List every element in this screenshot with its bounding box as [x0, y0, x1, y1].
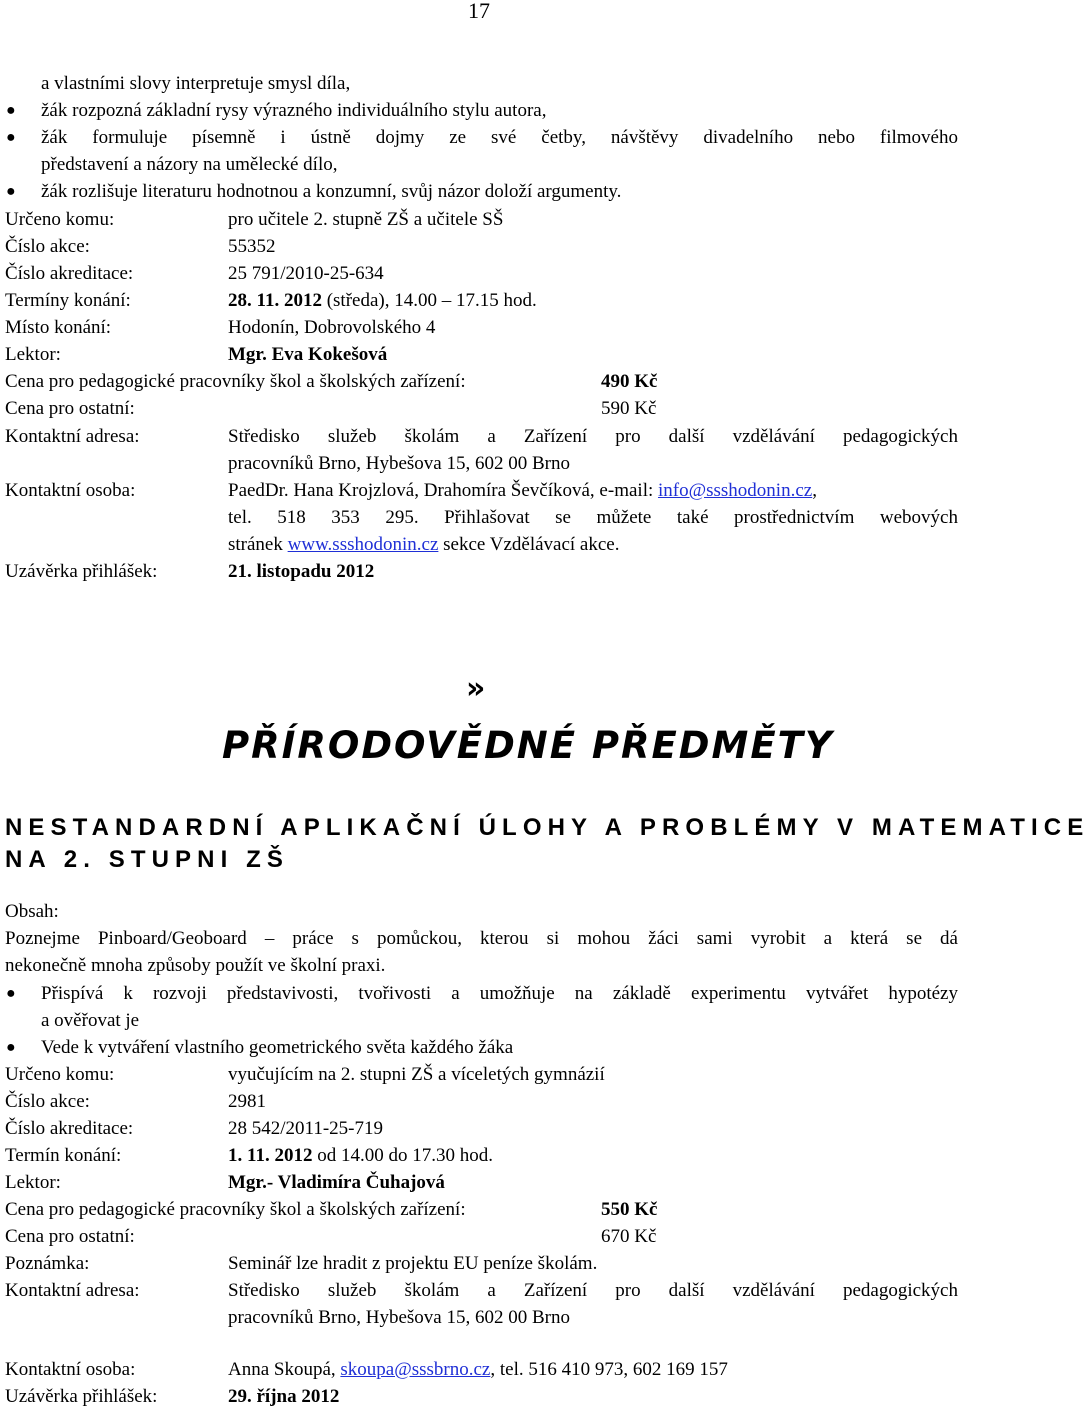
label-akreditace: Číslo akreditace:: [5, 1118, 134, 1139]
label-cena-ped: Cena pro pedagogické pracovníky škol a školských zařízení:: [5, 371, 466, 392]
label-cena-ost: Cena pro ostatní:: [5, 1226, 135, 1247]
list-item: žák formuluje písemně i ústně dojmy ze své četby, návštěvy divadelního nebo filmového: [41, 127, 958, 148]
value-osoba-2: tel. 518 353 295. Přihlašovat se můžete také prostřednictvím webových: [228, 507, 958, 528]
label-osoba: Kontaktní osoba:: [5, 480, 136, 501]
label-obsah: Obsah:: [5, 901, 59, 922]
list-item: Přispívá k rozvoji představivosti, tvořivosti a umožňuje na základě experimentu vytvářet hypotézy: [41, 983, 958, 1004]
value-misto: Hodonín, Dobrovolského 4: [228, 317, 436, 338]
value-cislo-akce: 2981: [228, 1091, 266, 1112]
label-adresa: Kontaktní adresa:: [5, 426, 140, 447]
bullet-icon: ●: [6, 183, 16, 200]
osoba-text: PaedDr. Hana Krojzlová, Drahomíra Ševčíková, e-mail:: [228, 480, 658, 501]
value-osoba-3: [228, 534, 619, 556]
osoba-text: Anna Skoupá,: [228, 1359, 341, 1380]
value-cena-ped: [601, 371, 657, 393]
value-cena-ost: 670 Kč: [601, 1226, 657, 1247]
label-misto: Místo konání:: [5, 317, 112, 338]
value-uzaverka: [228, 561, 374, 583]
label-lektor: Lektor:: [5, 344, 61, 365]
time-text: (středa), 14.00 – 17.15 hod.: [321, 290, 537, 311]
value-termin: [228, 1145, 493, 1167]
value-cena-ped: [601, 1199, 657, 1221]
bullet-icon: ●: [6, 985, 16, 1002]
label-osoba: Kontaktní osoba:: [5, 1359, 136, 1380]
deadline-bold: 29. října 2012: [228, 1386, 340, 1407]
osoba-text: stránek: [228, 534, 288, 555]
email-link[interactable]: skoupa@sssbrno.cz: [340, 1359, 491, 1380]
label-lektor: Lektor:: [5, 1172, 61, 1193]
obsah-text-1: Poznejme Pinboard/Geoboard – práce s pomůckou, kterou si mohou žáci sami vyrobit a která se dá: [5, 928, 958, 949]
value-adresa-2: pracovníků Brno, Hybešova 15, 602 00 Brno: [228, 453, 570, 474]
list-item-continuation: a ověřovat je: [41, 1010, 140, 1031]
date-bold: 1. 11. 2012: [228, 1145, 313, 1166]
punct: ,: [812, 480, 817, 501]
label-akreditace: Číslo akreditace:: [5, 263, 134, 284]
value-cena-ost: 590 Kč: [601, 398, 657, 419]
course-title-line2: NA 2. STUPNI ZŠ: [5, 846, 289, 873]
value-adresa-1: Středisko služeb školám a Zařízení pro další vzdělávání pedagogických: [228, 426, 958, 447]
value-akreditace: 25 791/2010-25-634: [228, 263, 384, 284]
double-arrow-icon: »: [466, 671, 486, 706]
intro-line: a vlastními slovy interpretuje smysl díla,: [41, 73, 351, 94]
value-poznamka: Seminář lze hradit z projektu EU peníze školám.: [228, 1253, 598, 1274]
value-cislo-akce: 55352: [228, 236, 276, 257]
value-lektor: [228, 1172, 445, 1194]
value-terminy: [228, 290, 537, 312]
price-bold: 490 Kč: [601, 371, 658, 392]
value-adresa-1: Středisko služeb školám a Zařízení pro další vzdělávání pedagogických: [228, 1280, 958, 1301]
label-cislo-akce: Číslo akce:: [5, 236, 90, 257]
list-item: Vede k vytváření vlastního geometrického světa každého žáka: [41, 1037, 514, 1058]
label-termin: Termín konání:: [5, 1145, 122, 1166]
value-uzaverka: [228, 1386, 339, 1408]
bullet-icon: ●: [6, 102, 16, 119]
email-link[interactable]: info@ssshodonin.cz: [658, 480, 813, 501]
value-akreditace: 28 542/2011-25-719: [228, 1118, 383, 1139]
page-number: 17: [468, 0, 490, 23]
date-bold: 28. 11. 2012: [228, 290, 322, 311]
label-poznamka: Poznámka:: [5, 1253, 90, 1274]
label-cislo-akce: Číslo akce:: [5, 1091, 90, 1112]
lektor-name: Mgr.- Vladimíra Čuhajová: [228, 1172, 445, 1193]
value-lektor: [228, 344, 387, 366]
bullet-icon: ●: [6, 1039, 16, 1056]
list-item: žák rozpozná základní rysy výrazného individuálního stylu autora,: [41, 100, 547, 121]
label-terminy: Termíny konání:: [5, 290, 131, 311]
value-osoba: [228, 1359, 728, 1381]
section-title: PŘÍRODOVĚDNÉ PŘEDMĚTY: [222, 724, 834, 767]
list-item-continuation: představení a názory na umělecké dílo,: [41, 154, 338, 175]
osoba-text: sekce Vzdělávací akce.: [438, 534, 620, 555]
value-urceno: pro učitele 2. stupně ZŠ a učitele SŠ: [228, 209, 504, 230]
label-adresa: Kontaktní adresa:: [5, 1280, 140, 1301]
course-title-line1: NESTANDARDNÍ APLIKAČNÍ ÚLOHY A PROBLÉMY V MATEMATICE: [5, 814, 1089, 841]
time-text: od 14.00 do 17.30 hod.: [312, 1145, 493, 1166]
deadline-bold: 21. listopadu 2012: [228, 561, 375, 582]
web-link[interactable]: www.ssshodonin.cz: [287, 534, 439, 555]
value-adresa-2: pracovníků Brno, Hybešova 15, 602 00 Brno: [228, 1307, 570, 1328]
label-cena-ped: Cena pro pedagogické pracovníky škol a školských zařízení:: [5, 1199, 466, 1220]
lektor-name: Mgr. Eva Kokešová: [228, 344, 388, 365]
value-osoba-1: [228, 480, 817, 502]
obsah-text-2: nekonečně mnoha způsoby použít ve školní praxi.: [5, 955, 386, 976]
label-uzaverka: Uzávěrka přihlášek:: [5, 561, 158, 582]
label-urceno: Určeno komu:: [5, 1064, 115, 1085]
value-urceno: vyučujícím na 2. stupni ZŠ a víceletých gymnázií: [228, 1064, 605, 1085]
list-item: žák rozlišuje literaturu hodnotnou a konzumní, svůj názor doloží argumenty.: [41, 181, 622, 202]
label-cena-ost: Cena pro ostatní:: [5, 398, 135, 419]
price-bold: 550 Kč: [601, 1199, 658, 1220]
label-uzaverka: Uzávěrka přihlášek:: [5, 1386, 158, 1407]
label-urceno: Určeno komu:: [5, 209, 115, 230]
bullet-icon: ●: [6, 129, 16, 146]
osoba-text: , tel. 516 410 973, 602 169 157: [490, 1359, 728, 1380]
